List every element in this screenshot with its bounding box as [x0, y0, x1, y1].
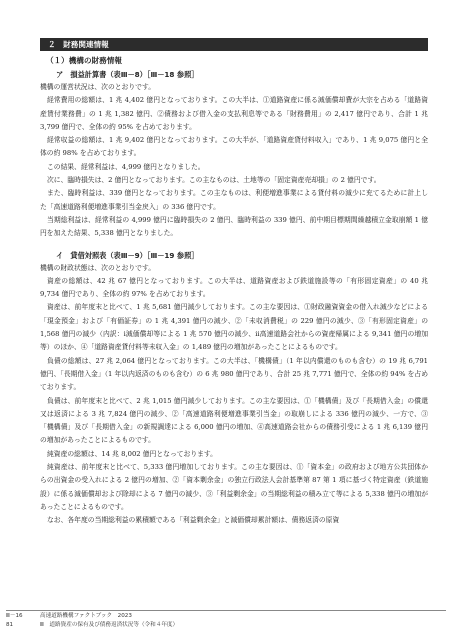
bs-paragraph: 純資産は、前年度末と比べて、5,333 億円増加しております。この主な要因は、①「資本金」の政府および地方公共団体からの出資金の受入れによる 2 億円の増加、②「資本剰余金」の独立行政法人会計基準第 87 第 1 項に基づく特定資産（鉄道施設）に係る減価償却および除却による 7 億円の減少、③「利益剰余金」の当期総利益の積み立て等による 5,338 億円の増加があったことによるものです。: [40, 463, 428, 511]
bs-paragraph: 負債は、前年度末と比べて、2 兆 1,015 億円減少しております。この主な要因は、①「機構債」及び「長期借入金」の償還又は返済による 3 兆 7,824 億円の減少、②「高速道路利便増進事業引当金」の取崩しによる 336 億円の減少、一方で、③「機構債」及び「長期借入金」の新規調達による 6,000 億円の増加、④高速道路会社からの債務引受による 1 兆 6,139 億円の増加があったことによるものです。: [40, 396, 428, 445]
page-footer: [6, 612, 446, 630]
pl-paragraph: また、臨時利益は、339 億円となっております。この主なものは、利便増進事業による貸付料の減少に充てるために計上した「高速道路利便増進事業引当金戻入」の 336 億円です。: [40, 189, 428, 211]
chapter-title: Ⅲ 道路資産の保有及び債務返済状況等（令和４年度）: [40, 622, 179, 628]
bs-paragraph: 資産の総額は、42 兆 67 億円となっております。この大半は、道路資産および鉄道施設等の「有形固定資産」の 40 兆 9,734 億円であり、全体の約 97% を占めております。: [40, 276, 428, 299]
pl-heading: ア 損益計算書（表Ⅲ－8）［Ⅲ－18 参照］: [56, 70, 199, 79]
subsection-title: （１）機構の財務情報: [46, 56, 122, 65]
pl-paragraph: 経常費用の総額は、1 兆 4,402 億円となっております。この大半は、①道路資産に係る減価償却費が大宗を占める「道路資産賃付業務費」の 1 兆 1,382 億円、②債務および借入金の支払利息等である「財務費用」の 2,417 億円であり、合計 1 兆 3,799 億円で、全体の約 95% を占めております。: [40, 96, 428, 131]
page-number: 81: [6, 622, 14, 628]
bs-paragraph: 機構の財政状態は、次のとおりです。: [40, 263, 156, 272]
pl-paragraph: 機構の運営状況は、次のとおりです。: [40, 83, 156, 91]
pl-paragraph: 当期総利益は、経常利益の 4,999 億円に臨時損失の 2 億円、臨時利益の 339 億円、前中期目標期間繰越積立金取崩額 1 億円を加えた結果、5,338 億円となりました。: [40, 215, 428, 238]
pl-paragraph: 次に、臨時損失は、2 億円となっております。この主なものは、土地等の「固定資産売却損」の 2 億円です。: [47, 176, 381, 185]
bs-paragraph: 負債の総額は、27 兆 2,064 億円となっております。この大半は、「機構債」（1 年以内償還のものも含む）の 19 兆 6,791 億円、「長期借入金」（1 年以内返済のものも含む）の 6 兆 980 億円であり、合計 25 兆 7,771 億円で、全体の約 94% を占めております。: [40, 356, 428, 392]
bs-paragraph: なお、各年度の当期総利益の累積額である「利益剰余金」と減価償却累計額は、債務返済の原資: [47, 516, 340, 525]
bs-heading: イ 貸借対照表（表Ⅲ－9）［Ⅲ－19 参照］: [56, 250, 199, 260]
pl-paragraph: 経常収益の総額は、1 兆 9,402 億円となっております。この大半が、「道路資産貸付料収入」であり、1 兆 9,075 億円と全体の約 98% を占めております。: [40, 136, 428, 158]
pl-paragraph: この結果、経常利益は、4,999 億円となりました。: [47, 162, 205, 171]
page-body: [40, 38, 428, 528]
page-number-roman: Ⅲ－16: [6, 613, 23, 619]
bs-paragraph: 資産は、前年度末と比べて、1 兆 5,681 億円減少しております。この主な要因は、①財政融資資金の借入れ減少などによる「現金預金」および「有価証券」の 1 兆 4,391 億円の減少、②「未収消費税」の 229 億円の減少、③「有形固定資産」の 1,568 億円の減少（内訳：ⅰ減価償却等による 1 兆 570 億円の減少、ⅱ高速道路会社からの資産帰属による 9,341 億円の増加等）のほか、④「道路資産貸付料等未収入金」の 1,489 億円の増加があったことによるものです。: [40, 303, 428, 352]
section-title: ２ 財務関連情報: [40, 38, 428, 51]
book-title: 高速道路機構ファクトブック 2023: [40, 613, 132, 619]
bs-paragraph: 純資産の総額は、14 兆 8,002 億円となっております。: [47, 449, 217, 458]
